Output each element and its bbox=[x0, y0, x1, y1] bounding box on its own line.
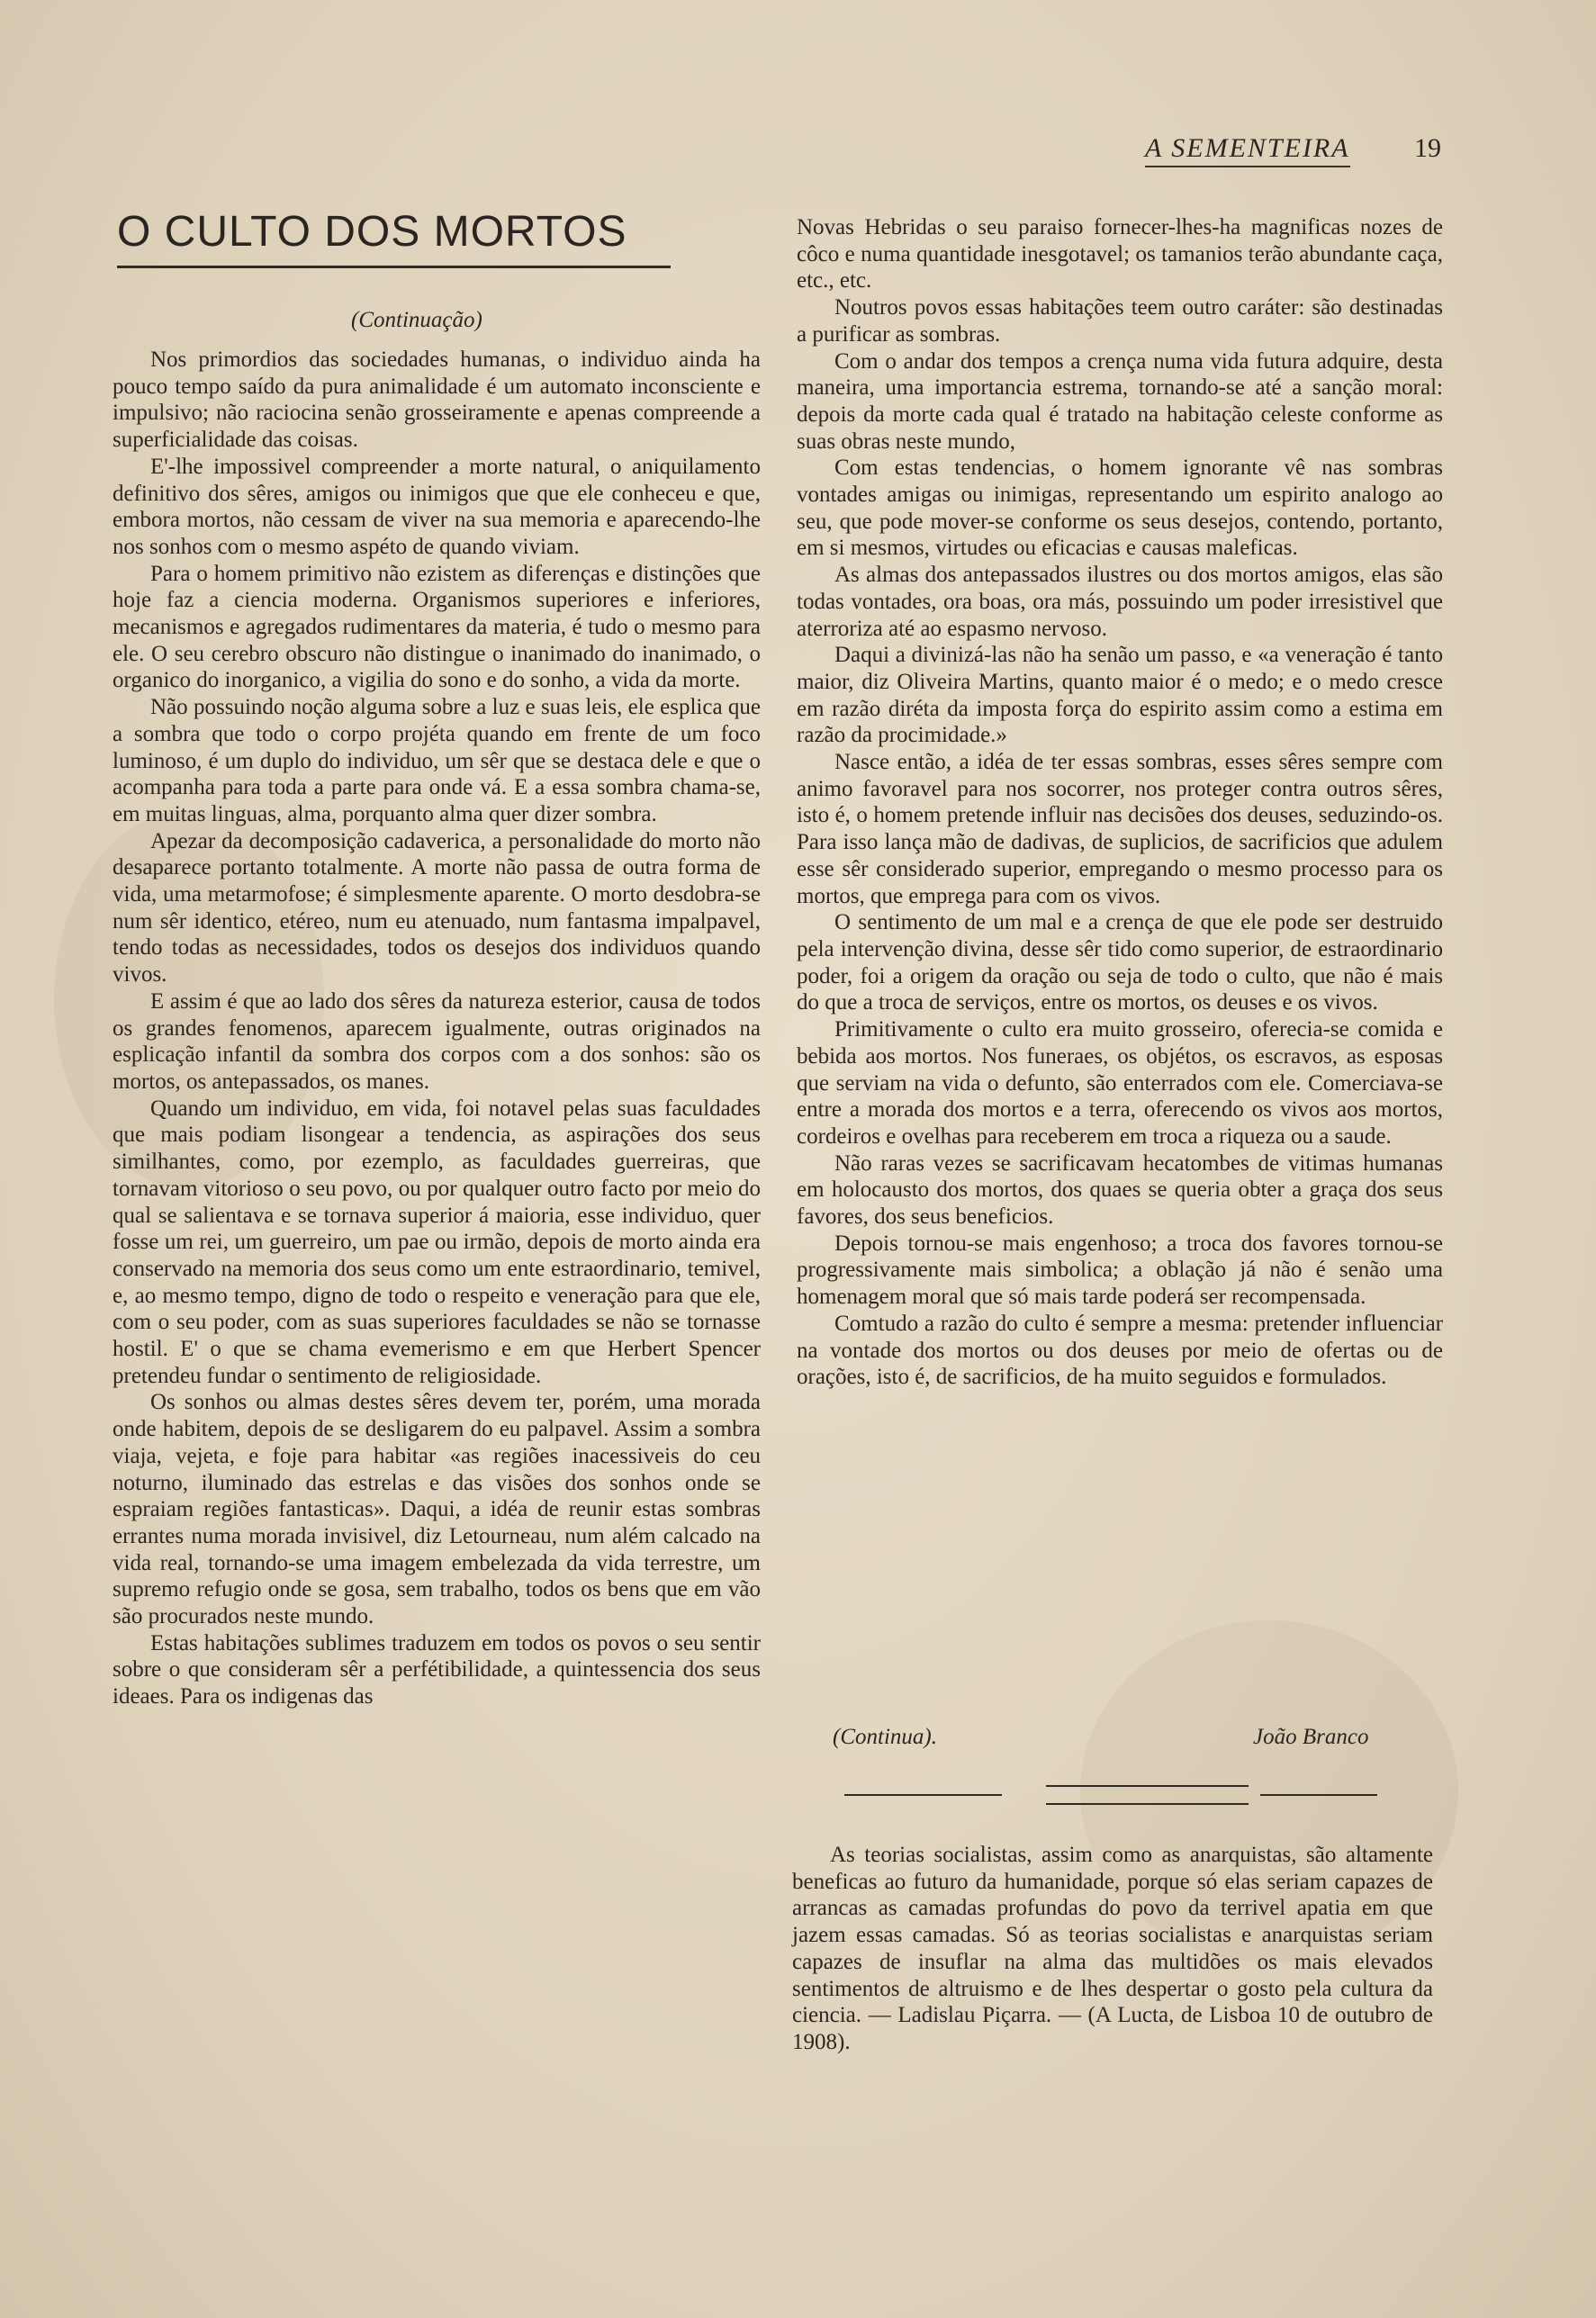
paragraph: Não possuindo noção alguma sobre a luz e suas leis, ele esplica que a sombra que todo o corpo projéta quando em frente de um foco luminoso, é um duplo do individuo, um sêr que se destaca dele e que o acompanha para toda a parte para onde vá. E a essa sombra chama-se, em muitas linguas, alma, porquanto alma quer dizer sombra. bbox=[113, 695, 761, 826]
paragraph: Estas habitações sublimes traduzem em todos os povos o seu sentir sobre o que consideram sêr a perfétibilidade, a quintessencia dos seus ideaes. Para os indigenas das bbox=[113, 1630, 761, 1709]
paragraph: Comtudo a razão do culto é sempre a mesma: pretender influenciar na vontade dos mortos ou dos deuses por meio de ofertas ou de orações, isto é, de sacrificios, de ha muito seguidos e formulados. bbox=[797, 1311, 1443, 1390]
quote-block bbox=[792, 1842, 1433, 2056]
separator-rule bbox=[1260, 1794, 1377, 1796]
paragraph: Novas Hebridas o seu paraiso fornecer-lhes-ha magnificas nozes de côco e numa quantidade inesgotavel; os tamanios terão abundante caça, etc., etc. bbox=[797, 215, 1443, 293]
paragraph: Quando um individuo, em vida, foi notavel pelas suas faculdades que mais podiam lisongear a tendencia, as aspirações dos seus similhantes, como, por ezemplo, as faculdades guerreiras, que tornavam vitorioso o seu povo, ou por qualquer outro facto por meio do qual se salientava e se tornava superior á maioria, esse individuo, quer fosse um rei, um guerreiro, um pae ou irmão, depois de morto ainda era conservado na memoria dos seus como um ente estraordinario, temivel, e, ao mesmo tempo, digno de todo o respeito e veneração para que ele, com o seu poder, com as suas superiores faculdades se não se tornasse hostil. E' o que se chama evemerismo e em que Herbert Spencer pretendeu fundar o sentimento de religiosidade. bbox=[113, 1096, 761, 1388]
journal-title: A SEMENTEIRA bbox=[1145, 133, 1350, 167]
author-signature: João Branco bbox=[1253, 1725, 1369, 1749]
paragraph: Daqui a divinizá-las não ha senão um passo, e «a veneração é tanto maior, diz Oliveira Martins, quanto maior é o medo; e o medo cresce em razão diréta da imposta força do espirito assim como a estima em razão da procimidade.» bbox=[797, 643, 1443, 748]
right-column bbox=[797, 214, 1443, 1391]
separator-rule bbox=[844, 1794, 1002, 1796]
separator-rule bbox=[1046, 1785, 1249, 1787]
paragraph: Apezar da decomposição cadaverica, a personalidade do morto não desaparece portanto totalmente. A morte não passa de outra forma de vida, uma metarmofose; é simplesmente aparente. O morto desdobra-se num sêr identico, etéreo, num eu atenuado, num fantasma impalpavel, tendo todas as necessidades, todos os desejos dos individuos quando vivos. bbox=[113, 828, 761, 988]
article-title: O CULTO DOS MORTOS bbox=[117, 208, 627, 256]
paragraph: Para o homem primitivo não ezistem as diferenças e distinções que hoje faz a ciencia moderna. Organismos superiores e inferiores, mecanismos e agregados rudimentares da materia, é tudo o mesmo para ele. O seu cerebro obscuro não distingue o inanimado do inanimado, o organico do inorganico, a vigilia do sono e do sonho, a vida da morte. bbox=[113, 561, 761, 693]
paragraph: O sentimento de um mal e a crença de que ele pode ser destruido pela intervenção divina, desse sêr tido como superior, de estraordinario poder, foi a origem da oração ou seja de todo o culto, que não é mais do que a troca de serviços, entre os mortos, os deuses e os vivos. bbox=[797, 910, 1443, 1015]
paragraph: E'-lhe impossivel compreender a morte natural, o aniquilamento definitivo dos sêres, amigos ou inimigos que que ele conheceu e que, embora mortos, não cessam de viver na sua memoria e aparecendo-lhe nos sonhos com o mesmo aspéto de quando viviam. bbox=[113, 454, 761, 559]
paragraph: Não raras vezes se sacrificavam hecatombes de vitimas humanas em holocausto dos mortos, dos quaes se queria obter a graça dos seus favores, dos seus beneficios. bbox=[797, 1150, 1443, 1230]
page-number: 19 bbox=[1414, 133, 1441, 163]
quote-text: As teorias socialistas, assim como as anarquistas, são altamente beneficas ao futuro da humanidade, porque só elas seriam capazes de arrancas as camadas profundas do povo da terrivel apatia em que jazem essas camadas. Só as teorias socialistas e anarquistas seriam capazes de insuflar na alma das multidões os mais elevados sentimentos de altruismo e de lhes despertar o gosto pela cultura da ciencia. — Ladislau Piçarra. — (A Lucta, de Lisboa 10 de outubro de 1908). bbox=[792, 1843, 1433, 2054]
paragraph: Nasce então, a idéa de ter essas sombras, esses sêres sempre com animo favoravel para nos socorrer, nos proteger contra outros sêres, isto é, o homem pretende influir nas decisões dos deuses, seduzindo-os. Para isso lança mão de dadivas, de suplicios, de sacrificios que adulem esse sêr considerado superior, empregando o mesmo processo para os mortos, que emprega para com os vivos. bbox=[797, 750, 1443, 908]
paragraph: Nos primordios das sociedades humanas, o individuo ainda ha pouco tempo saído da pura animalidade é um automato inconsciente e impulsivo; não raciocina senão grosseiramente e apenas compreende a superficialidade das coisas. bbox=[113, 347, 761, 453]
left-column bbox=[113, 347, 761, 1710]
paragraph: Noutros povos essas habitações teem outro caráter: são destinadas a purificar as sombras. bbox=[797, 295, 1443, 347]
continua-label: (Continua). bbox=[833, 1725, 937, 1749]
paragraph: Com estas tendencias, o homem ignorante vê nas sombras vontades amigas ou inimigas, representando um espirito analogo ao seu, que pode mover-se conforme os seus desejos, contendo, portanto, em si mesmos, virtudes ou eficacias e causas maleficas. bbox=[797, 455, 1443, 561]
paragraph: Depois tornou-se mais engenhoso; a troca dos favores tornou-se progressivamente mais simbolica; a oblação já não é senão uma homenagem moral que só mais tarde poderá ser recompensada. bbox=[797, 1231, 1443, 1310]
separator-rule bbox=[1046, 1803, 1249, 1805]
paragraph: Primitivamente o culto era muito grosseiro, oferecia-se comida e bebida aos mortos. Nos funeraes, os objétos, os escravos, as esposas que serviam na vida o defunto, são enterrados com ele. Comerciava-se entre a morada dos mortos e a terra, oferecendo os vivos aos mortos, cordeiros e ovelhas para receberem em troca a riqueza ou a saude. bbox=[797, 1017, 1443, 1149]
article-subtitle: (Continuação) bbox=[351, 308, 482, 332]
title-underline bbox=[117, 266, 671, 268]
paragraph: Os sonhos ou almas destes sêres devem ter, porém, uma morada onde habitem, depois de se desligarem do eu palpavel. Assim a sombra viaja, vejeta, e foje para habitar «as regiões inacessiveis do ceu noturno, iluminado das estrelas e das visões dos sonhos onde se espraiam regiões fantasticas». Daqui, a idéa de reunir estas sombras errantes numa morada invisivel, diz Letourneau, num além calcado na vida real, tornando-se uma imagem embelezada da vida terrestre, um supremo refugio onde se gosa, sem trabalho, todos os bens que em vão são procurados neste mundo. bbox=[113, 1390, 761, 1629]
paragraph: E assim é que ao lado dos sêres da natureza esterior, causa de todos os grandes fenomenos, aparecem igualmente, outras originados na esplicação infantil da sombra dos corpos com a dos sonhos: são os mortos, os antepassados, os manes. bbox=[113, 988, 761, 1094]
paragraph: As almas dos antepassados ilustres ou dos mortos amigos, elas são todas vontades, ora boas, ora más, possuindo um poder irresistivel que aterroriza até ao espasmo nervoso. bbox=[797, 563, 1443, 641]
paragraph: Com o andar dos tempos a crença numa vida futura adquire, desta maneira, uma importancia estrema, tornando-se até a sanção moral: depois da morte cada qual é tratado na habitação celeste conforme as suas obras neste mundo, bbox=[797, 348, 1443, 454]
